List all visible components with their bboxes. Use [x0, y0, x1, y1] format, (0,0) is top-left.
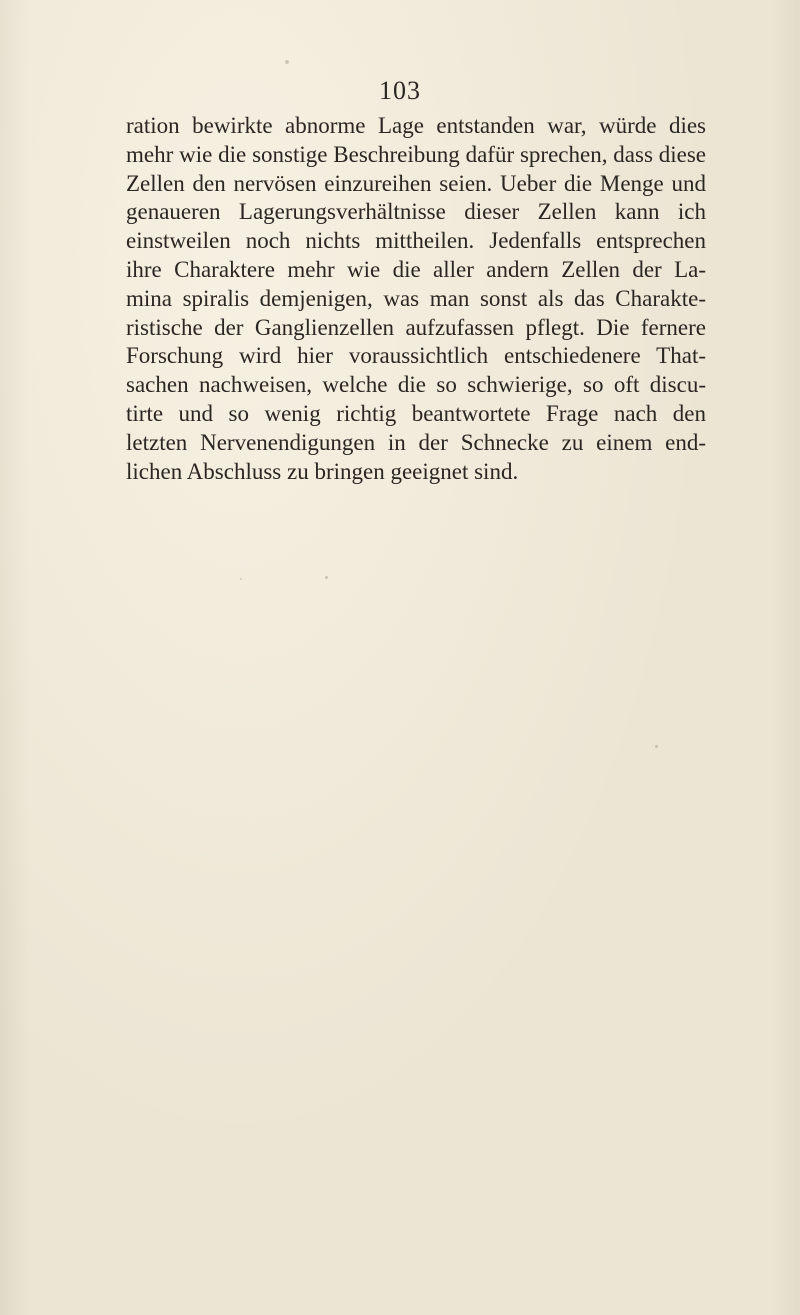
text-line: tirte und so wenig richtig beantwortete Frage nach den: [126, 400, 706, 426]
text-line: ristische der Ganglienzellen aufzufassen pflegt. Die fernere: [126, 314, 706, 340]
text-line: Forschung wird hier voraussichtlich entschiedenere That-: [126, 343, 706, 369]
paper-speck: [285, 60, 289, 64]
body-paragraph: [126, 112, 706, 486]
text-line: mehr wie die sonstige Beschreibung dafür sprechen, dass diese: [126, 141, 706, 167]
text-line: letzten Nervenendigungen in der Schnecke zu einem end-: [126, 429, 706, 455]
text-line: einstweilen noch nichts mittheilen. Jedenfalls entsprechen: [126, 228, 706, 254]
paper-speck: [240, 578, 242, 580]
text-line: genaueren Lagerungsverhältnisse dieser Zellen kann ich: [126, 199, 706, 225]
text-line: ration bewirkte abnorme Lage entstanden war, würde dies: [126, 113, 706, 138]
page-number: 103: [379, 76, 421, 105]
text-line: ihre Charaktere mehr wie die aller andern Zellen der La-: [126, 256, 706, 282]
text-line: mina spiralis demjenigen, was man sonst als das Charakte-: [126, 285, 706, 311]
text-line: Zellen den nervösen einzureihen seien. Ueber die Menge und: [126, 170, 706, 196]
text-line: lichen Abschluss zu bringen geeignet sind.: [126, 458, 519, 484]
paper-speck: [655, 745, 658, 748]
paper-speck: [325, 576, 328, 579]
text-line: sachen nachweisen, welche die so schwierige, so oft discu-: [126, 372, 706, 398]
